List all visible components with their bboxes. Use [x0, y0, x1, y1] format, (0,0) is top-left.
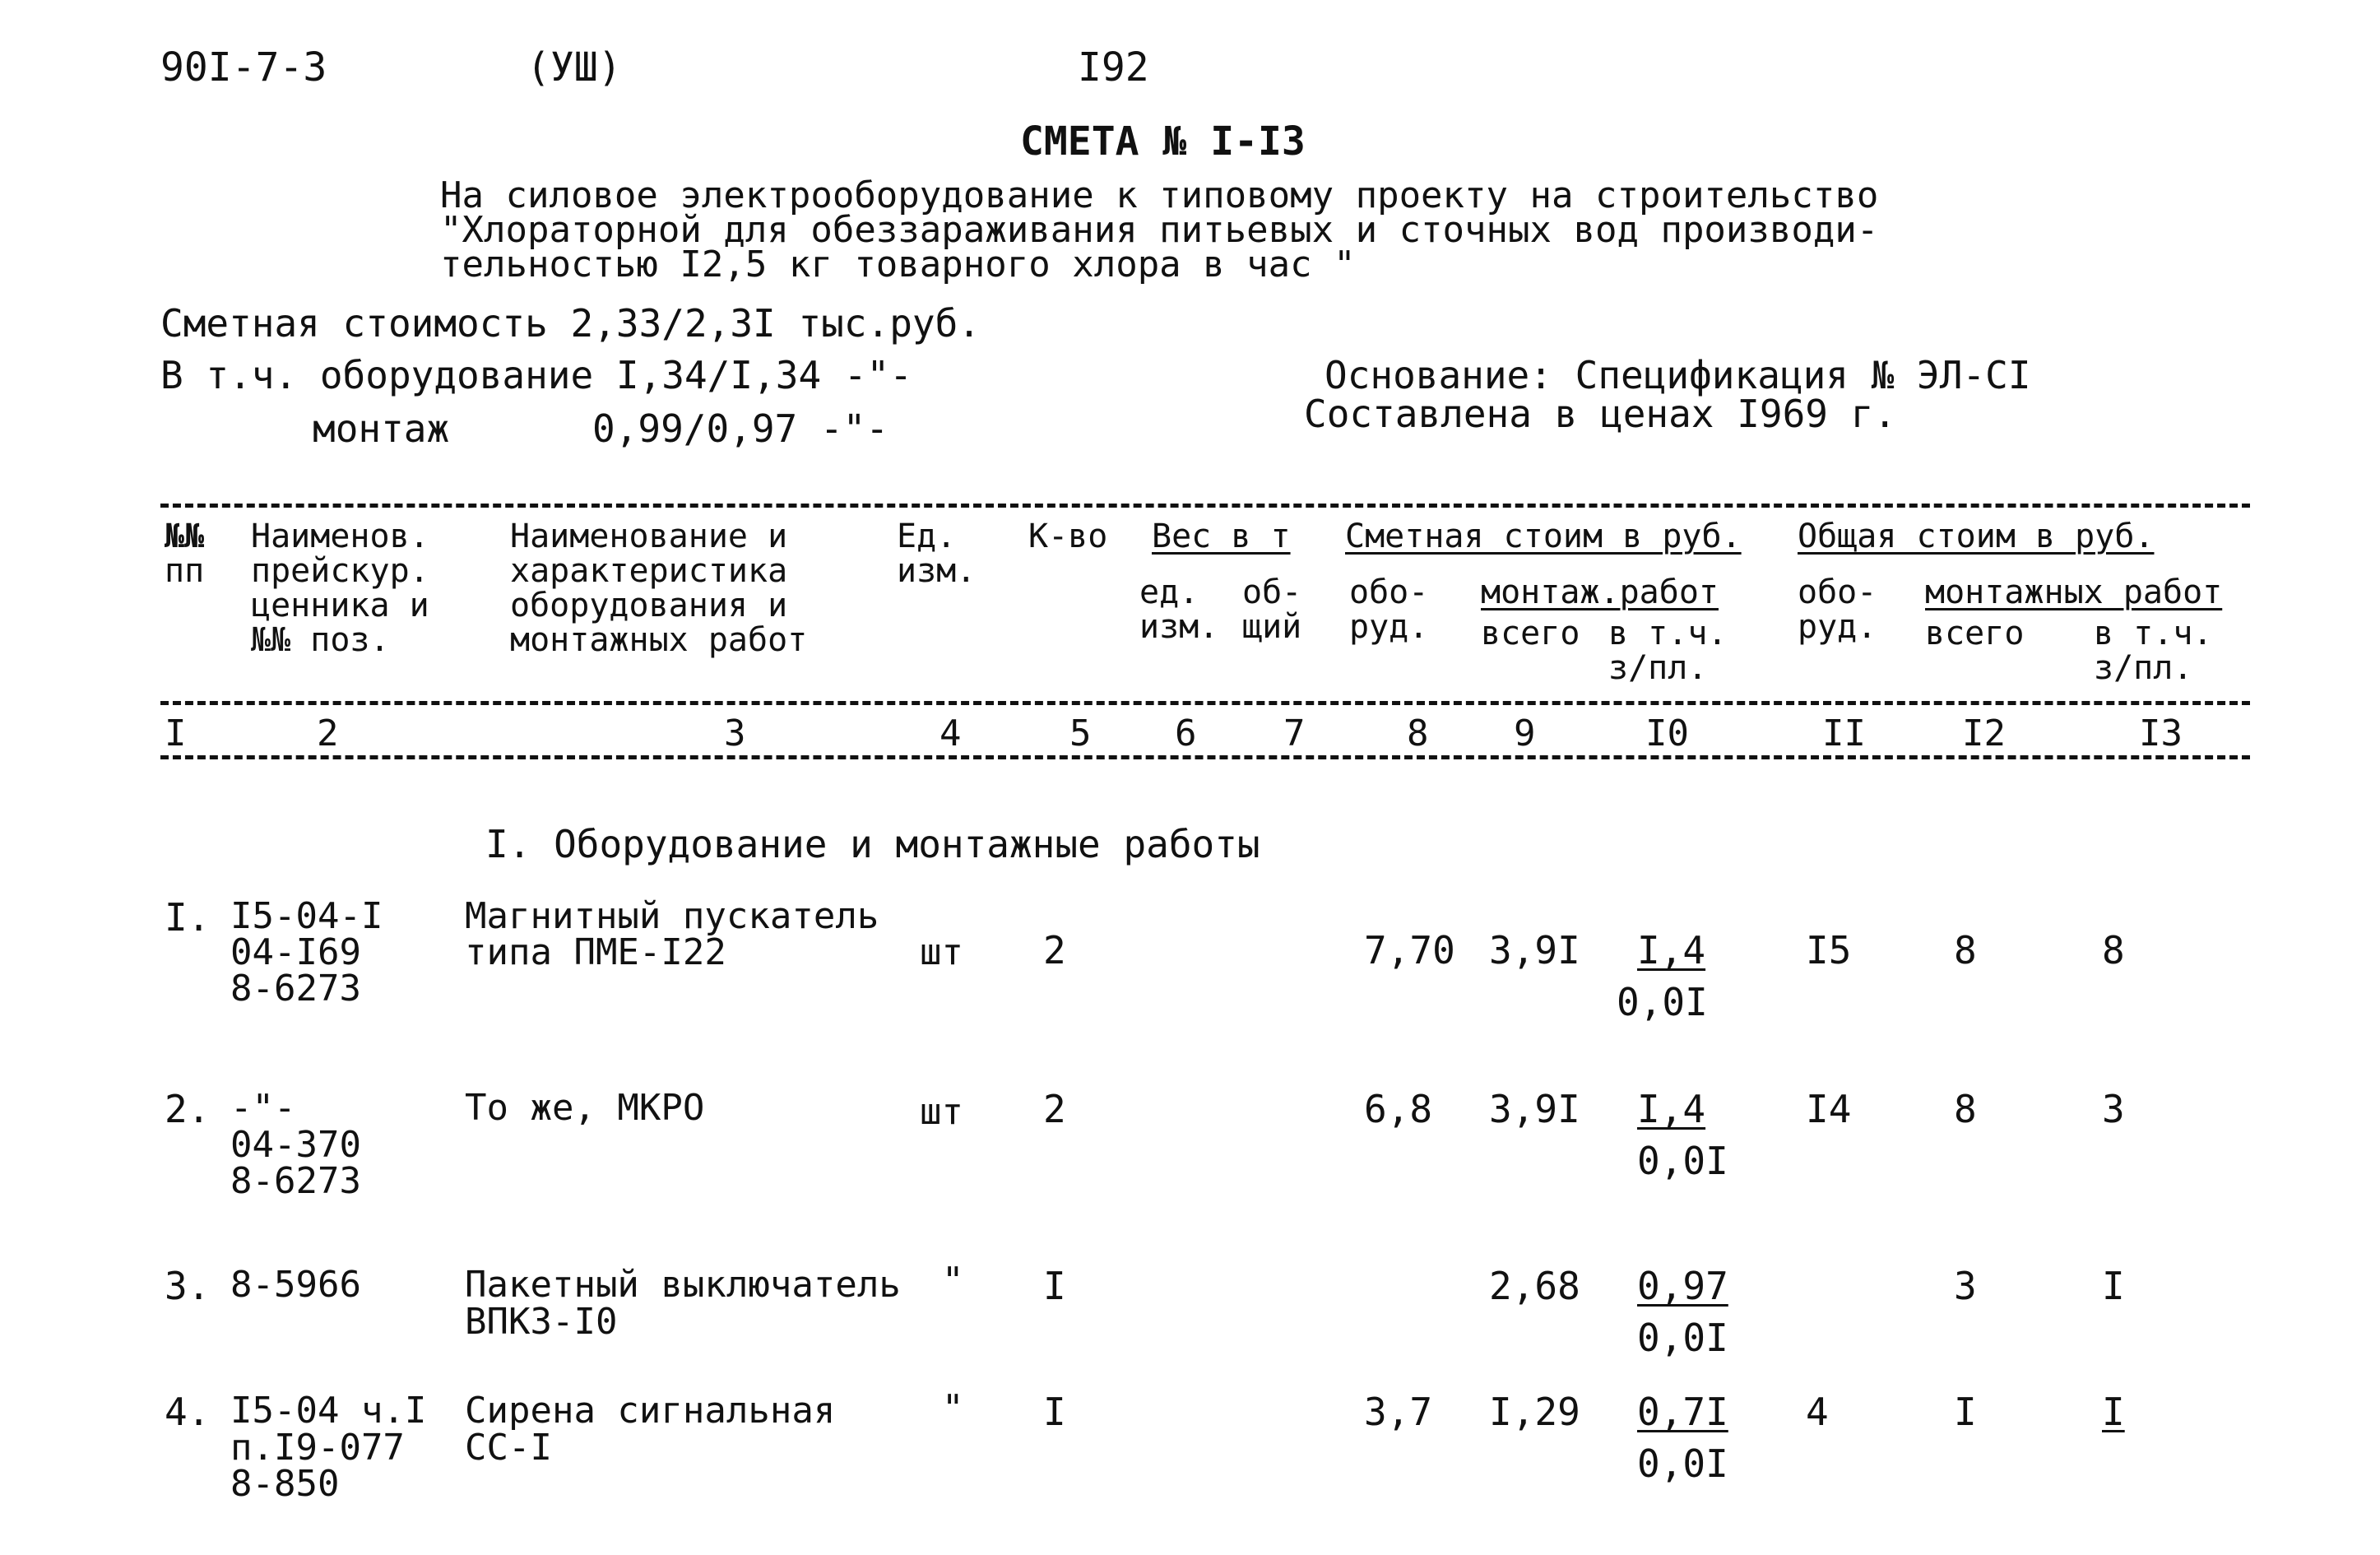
row-qty: I: [1043, 1390, 1066, 1434]
row-mount-total: 3,9I: [1489, 928, 1580, 972]
row-mount-total: 3,9I: [1489, 1087, 1580, 1131]
col-mount-all: всего: [1481, 615, 1580, 652]
row-code: 8-6273: [230, 968, 361, 1010]
row-name: Сирена сигнальная: [465, 1390, 836, 1432]
col-total-mount-all: всего: [1925, 615, 2025, 652]
row-code: п.I9-077: [230, 1427, 405, 1469]
row-code: 04-I69: [230, 931, 361, 973]
col-name-label-2: характеристика: [510, 552, 788, 590]
row-total-mount: 8: [1954, 928, 1977, 972]
row-number: 3.: [165, 1264, 211, 1308]
col-number: 9: [1514, 713, 1536, 754]
equipment-cost: В т.ч. оборудование I,34/I,34 -"-: [160, 353, 912, 397]
col-code-label-3: ценника и: [251, 587, 429, 624]
col-number: 7: [1283, 713, 1306, 754]
col-weight-unit-1: ед.: [1139, 573, 1199, 611]
row-qty: I: [1043, 1264, 1066, 1308]
table-top-rule: [160, 504, 2250, 508]
row-total-equip: I5: [1806, 928, 1852, 972]
col-name-label-1: Наименование и: [510, 518, 788, 555]
row-mount-total: I,29: [1489, 1390, 1580, 1434]
row-mount-wage-bottom: 0,0I: [1637, 1139, 1728, 1183]
row-name: ВПК3-I0: [465, 1301, 618, 1343]
row-total-equip: 4: [1806, 1390, 1829, 1434]
row-qty: 2: [1043, 1087, 1066, 1131]
title-line-1: На силовое электрооборудование к типовому проекту на строительство: [440, 174, 1879, 216]
page-number: I92: [1078, 44, 1149, 91]
col-mount-incl-1: в т.ч.: [1608, 615, 1728, 652]
row-mount-wage-top: I,4: [1637, 928, 1706, 972]
row-number: 2.: [165, 1087, 211, 1131]
col-total-mount-label: монтажных работ: [1925, 573, 2223, 611]
row-unit: ": [942, 1387, 964, 1429]
row-total-mount: 3: [1954, 1264, 1977, 1308]
col-total-label: Общая стоим в руб.: [1798, 518, 2155, 555]
price-basis: Составлена в ценах I969 г.: [1304, 392, 1897, 436]
row-mount-total: 2,68: [1489, 1264, 1580, 1308]
header-bottom-rule: [160, 701, 2250, 705]
row-number: I.: [165, 895, 211, 940]
col-unit-label-1: Ед.: [897, 518, 957, 555]
col-name-label-3: оборудования и: [510, 587, 788, 624]
col-number: I: [165, 713, 187, 754]
row-mount-wage-bottom: 0,0I: [1637, 1316, 1728, 1360]
row-number: 4.: [165, 1390, 211, 1434]
row-total-wage: I: [2102, 1264, 2125, 1308]
estimated-cost: Сметная стоимость 2,33/2,3I тыс.руб.: [160, 301, 981, 346]
row-name: СС-I: [465, 1427, 552, 1469]
row-name: Пакетный выключатель: [465, 1264, 901, 1306]
col-code-label-1: Наименов.: [251, 518, 429, 555]
section-title: I. Оборудование и монтажные работы: [485, 822, 1260, 866]
col-number: 5: [1069, 713, 1092, 754]
column-numbers-rule: [160, 755, 2250, 759]
row-qty: 2: [1043, 928, 1066, 972]
row-mount-wage-bottom: 0,0I: [1637, 1441, 1728, 1486]
mount-cost: 0,99/0,97 -"-: [592, 406, 889, 451]
title-line-3: тельностью I2,5 кг товарного хлора в час ": [440, 244, 1356, 285]
row-mount-wage-top: 0,7I: [1637, 1390, 1728, 1434]
col-num-label: №№: [165, 518, 205, 555]
col-number: I2: [1962, 713, 2006, 754]
col-code-label-4: №№ поз.: [251, 621, 390, 659]
row-unit: шт: [920, 931, 963, 973]
row-equip-cost: 3,7: [1364, 1390, 1433, 1434]
col-number: 3: [724, 713, 746, 754]
col-total-mount-incl-2: з/пл.: [2094, 649, 2193, 687]
estimate-heading: СМЕТА № I-I3: [1020, 118, 1306, 165]
row-unit: шт: [920, 1091, 963, 1133]
col-total-equip-2: руд.: [1798, 608, 1877, 646]
row-mount-wage-bottom: 0,0I: [1617, 980, 1708, 1024]
col-qty-label: К-во: [1028, 518, 1108, 555]
row-code: -"-: [230, 1087, 296, 1129]
col-weight-total-1: об-: [1242, 573, 1302, 611]
col-number: II: [1822, 713, 1866, 754]
row-code: 8-850: [230, 1463, 340, 1505]
row-equip-cost: 6,8: [1364, 1087, 1433, 1131]
col-weight-label: Вес в т: [1152, 518, 1291, 555]
basis-specification: Основание: Спецификация № ЭЛ-СI: [1325, 353, 2031, 397]
row-unit: ": [942, 1260, 964, 1302]
col-number: 8: [1407, 713, 1429, 754]
col-name-label-4: монтажных работ: [510, 621, 808, 659]
col-number: 6: [1175, 713, 1197, 754]
row-name: типа ПМЕ-I22: [465, 931, 726, 973]
row-total-wage: 3: [2102, 1087, 2125, 1131]
row-equip-cost: 7,70: [1364, 928, 1455, 972]
row-code: 04-370: [230, 1124, 361, 1166]
col-num-label-2: пп: [165, 552, 205, 590]
col-weight-total-2: щий: [1242, 608, 1302, 646]
col-code-label-2: прейскур.: [251, 552, 429, 590]
col-estimate-label: Сметная стоим в руб.: [1345, 518, 1742, 555]
title-line-2: "Хлораторной для обеззараживания питьевых и сточных вод производи-: [440, 209, 1879, 251]
row-mount-wage-top: I,4: [1637, 1087, 1706, 1131]
row-code: I5-04-I: [230, 895, 383, 937]
row-name: То же, МКРО: [465, 1087, 705, 1129]
row-total-mount: 8: [1954, 1087, 1977, 1131]
row-code: I5-04 ч.I: [230, 1390, 427, 1432]
col-unit-label-2: изм.: [897, 552, 977, 590]
col-number: 4: [939, 713, 962, 754]
col-mount-label: монтаж.работ: [1481, 573, 1719, 611]
row-total-mount: I: [1954, 1390, 1977, 1434]
col-number: 2: [317, 713, 339, 754]
col-total-equip-1: обо-: [1798, 573, 1877, 611]
col-est-equip-2: руд.: [1349, 608, 1429, 646]
row-total-wage: I: [2102, 1390, 2125, 1434]
col-number: I3: [2139, 713, 2183, 754]
row-total-wage: 8: [2102, 928, 2125, 972]
row-total-equip: I4: [1806, 1087, 1852, 1131]
album-number: (УШ): [527, 44, 622, 91]
row-name: Магнитный пускатель: [465, 895, 879, 937]
document-code: 90I-7-3: [160, 44, 327, 91]
col-total-mount-incl-1: в т.ч.: [2094, 615, 2213, 652]
col-mount-incl-2: з/пл.: [1608, 649, 1708, 687]
mount-label: монтаж: [313, 406, 450, 451]
col-est-equip-1: обо-: [1349, 573, 1429, 611]
row-code: 8-5966: [230, 1264, 361, 1306]
row-code: 8-6273: [230, 1160, 361, 1202]
col-number: I0: [1645, 713, 1689, 754]
row-mount-wage-top: 0,97: [1637, 1264, 1728, 1308]
col-weight-unit-2: изм.: [1139, 608, 1219, 646]
